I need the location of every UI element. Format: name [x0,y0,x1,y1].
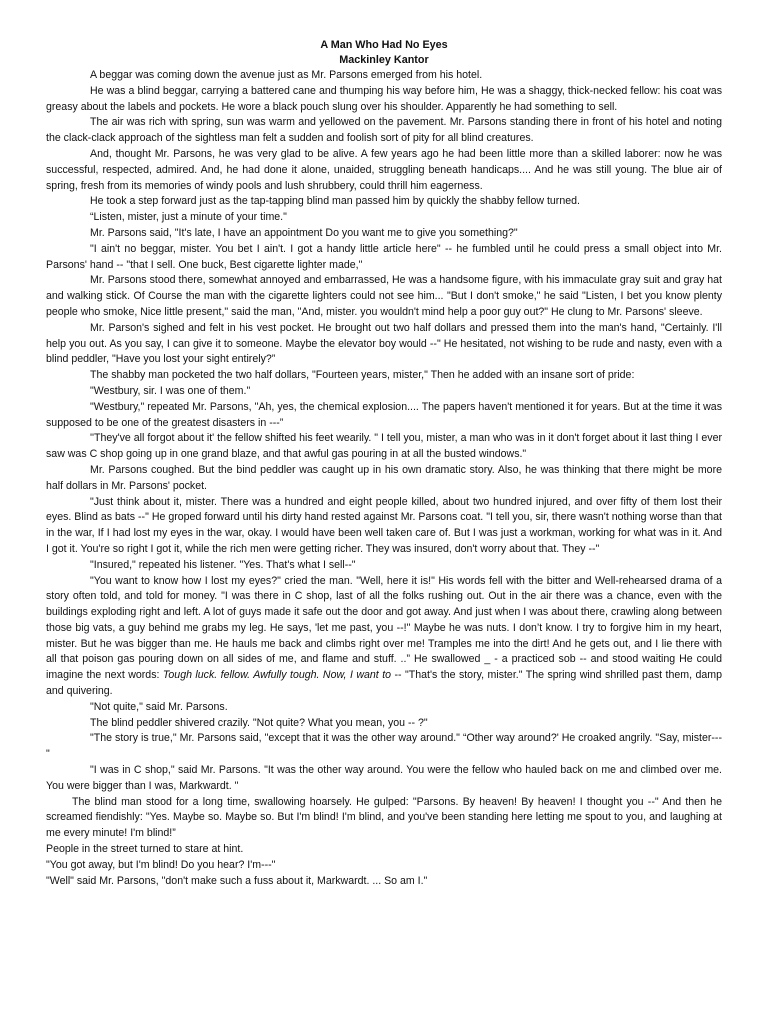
paragraph-text: Mr. Parsons stood there, somewhat annoyed and embarrassed, He was a handsome figure, with his immaculate gray suit and gray hat and walking stick. Of Course the man with the cigarette lighters could not see him... "But I don't smoke," he said "Listen, I bet you know plenty people who smoke, Nice little present," said the man, "And, mister. you wouldn't mind help a poor guy out?" He clung to Mr. Parsons' sleeve. [46,274,722,318]
paragraph-text: People in the street turned to stare at hint. [46,843,244,856]
paragraph-text: Mr. Parson's sighed and felt in his vest pocket. He brought out two half dollars and pressed them into the man's hand, "Certainly. I'll help you out. As you say, I can give it to someone. Maybe the elevator boy would --" He hesitated, not wishing to be rude and nasty, even with a blind peddler, "Have you lost your sight entirely?” [46,321,722,366]
story-paragraph [46,384,722,400]
story-paragraph [46,558,722,574]
story-paragraph [46,226,722,242]
paragraph-text: ''They've all forgot about it' the fellow shifted his feet wearily. " I tell you, mister, a man who was in it don't forget about it last thing I ever saw was C shop going up in one grand blaze, and that awful gas pouring in at all the busted windows." [46,432,722,461]
story-paragraph [46,574,722,700]
story-paragraph [46,874,722,890]
story-body [46,68,722,889]
paragraph-text: The blind man stood for a long time, swallowing hoarsely. He gulped: "Parsons. By heaven! By heaven! I thought you --" And then he screamed fiendishly: "Yes. Maybe so. Maybe so. But I'm blind! I'm blind, and you've been standing here letting me spout to you, and laughing at me every minute! I'm blind!” [46,795,722,840]
paragraph-text: Mr. Parsons coughed. But the bind peddler was caught up in his own dramatic story. Also, he was thinking that there might be more half dollars in Mr. Parsons' pocket. [46,463,722,492]
story-paragraph [46,84,722,116]
story-paragraph [46,463,722,495]
story-paragraph [46,858,722,874]
paragraph-text: "Westbury, sir. I was one of them." [90,384,251,397]
story-paragraph [46,400,722,432]
story-paragraph [46,495,722,558]
paragraph-text: "Not quite," said Mr. Parsons. [90,700,228,713]
story-paragraph [46,321,722,368]
story-paragraph [46,194,722,210]
story-paragraph [46,147,722,194]
story-paragraph [46,242,722,274]
story-paragraph [46,795,722,842]
paragraph-text: "Insured," repeated his listener. "Yes. That's what I sell--" [90,558,356,571]
paragraph-text: "I was in C shop," said Mr. Parsons. "It was the other way around. You were the fellow who hauled back on me and climbed over me. You were bigger than I was, Markwardt. " [46,764,722,792]
paragraph-text: A beggar was coming down the avenue just as Mr. Parsons emerged from his hotel. [90,69,483,81]
story-paragraph [46,716,722,732]
paragraph-text: "You got away, but I'm blind! Do you hear? I'm---" [46,858,276,871]
paragraph-text: "I ain't no beggar, mister. You bet I ain't. I got a handy little article here" -- he fumbled until he could press a small object into Mr. Parsons' hand -- "that I sell. One buck, Best cigarette lighter made," [46,242,722,271]
story-paragraph [46,731,722,763]
paragraph-text: He was a blind beggar, carrying a battered cane and thumping his way before him, He was a shaggy, thick-necked fellow: his coat was greasy about the labels and pockets. He wore a black pouch slung over his shoulder. Apparently he had something to sell. [46,84,722,113]
paragraph-text: "Westbury," repeated Mr. Parsons, "Ah, yes, the chemical explosion.... The papers haven't mentioned it for years. But at the time it was supposed to be one of the greatest disasters in ---” [46,400,722,429]
paragraph-text: The blind peddler shivered crazily. "Not quite? What you mean, you -- ?" [90,716,428,729]
story-author: Mackinley Kantor [339,54,429,66]
paragraph-text: The shabby man pocketed the two half dollars, "Fourteen years, mister," Then he added with an insane sort of pride: [90,369,635,382]
paragraph-italic-text: Tough luck. fellow. Awfully tough. Now, I want to [162,669,392,682]
story-paragraph [46,273,722,320]
paragraph-text: "Just think about it, mister. There was a hundred and eight people killed, about two hundred injured, and over fifty of them lost their eyes. Blind as bats --" He groped forward until his dirty hand rested against Mr. Parsons coat. "I tell you, sir, there wasn't nothing worse than that in the war, If I had lost my eyes in the war, okay. I would have been well taken care of. But I was just a workman, working for what was in it. And I got it. You're so right I got it, while the rich men were getting richer. They was insured, don't worry about that. They --" [46,495,722,555]
paragraph-text: "Well" said Mr. Parsons, "don't make such a fuss about it, Markwardt. ... So am I." [46,874,428,887]
paragraph-text: "You want to know how I lost my eyes?" cried the man. "Well, here it is!" His words fell with the bitter and Well-rehearsed drama of a story often told, and told for money. "I was there in C shop, last of all the folks rushing out. Out in the air there was a chance, even with the buildings exploding right and left. A lot of guys made it safe out the door and got away. And just when I was about there, crawling along between those big vats, a guy behind me grabs my leg. He says, 'let me past, you --!" Maybe he was nuts. I don’t know. I try to forgive him in my heart, mister. But he was bigger than me. He hauls me back and climbs right over me! Tramples me into the dirt! And he gets out, and I lie there with all that poison gas pouring down on all sides of me, and flame and stuff. ..” He swallowed _ - a practiced sob -- and stood waiting He could imagine the next words: [46,574,722,682]
paragraph-text-continued: -- "That's the story, mister." The spring wind shrilled past them, damp and quivering. [46,669,722,698]
story-paragraph [46,842,722,858]
paragraph-text: "The story is true," Mr. Parsons said, "except that it was the other way around." “Other way around?' He croaked angrily. "Say, mister--- " [46,732,722,761]
story-title: A Man Who Had No Eyes [320,39,448,51]
story-paragraph [46,700,722,716]
story-paragraph [46,210,722,226]
story-paragraph [46,431,722,463]
paragraph-text: Mr. Parsons said, "It's late, I have an appointment Do you want me to give you something?" [90,226,518,239]
paragraph-text: The air was rich with spring, sun was warm and yellowed on the pavement. Mr. Parsons standing there in front of his hotel and noting the clack-clack approach of the sightless man felt a sudden and foolish sort of pity for all blind creatures. [46,116,722,145]
paragraph-text: He took a step forward just as the tap-tapping blind man passed him by quickly the shabby fellow turned. [90,195,580,208]
story-paragraph [46,68,722,84]
story-paragraph [46,763,722,795]
story-paragraph [46,368,722,384]
paragraph-text: “Listen, mister, just a minute of your time." [90,211,287,224]
story-paragraph [46,115,722,147]
paragraph-text: And, thought Mr. Parsons, he was very glad to be alive. A few years ago he had been little more than a skilled laborer: now he was successful, respected, admired. And, he had done it alone, unaided, struggling beneath handicaps.... And he was still young. The blue air of spring, fresh from its memories of windy pools and lush shrubbery, could thrill him eagerness. [46,147,722,192]
